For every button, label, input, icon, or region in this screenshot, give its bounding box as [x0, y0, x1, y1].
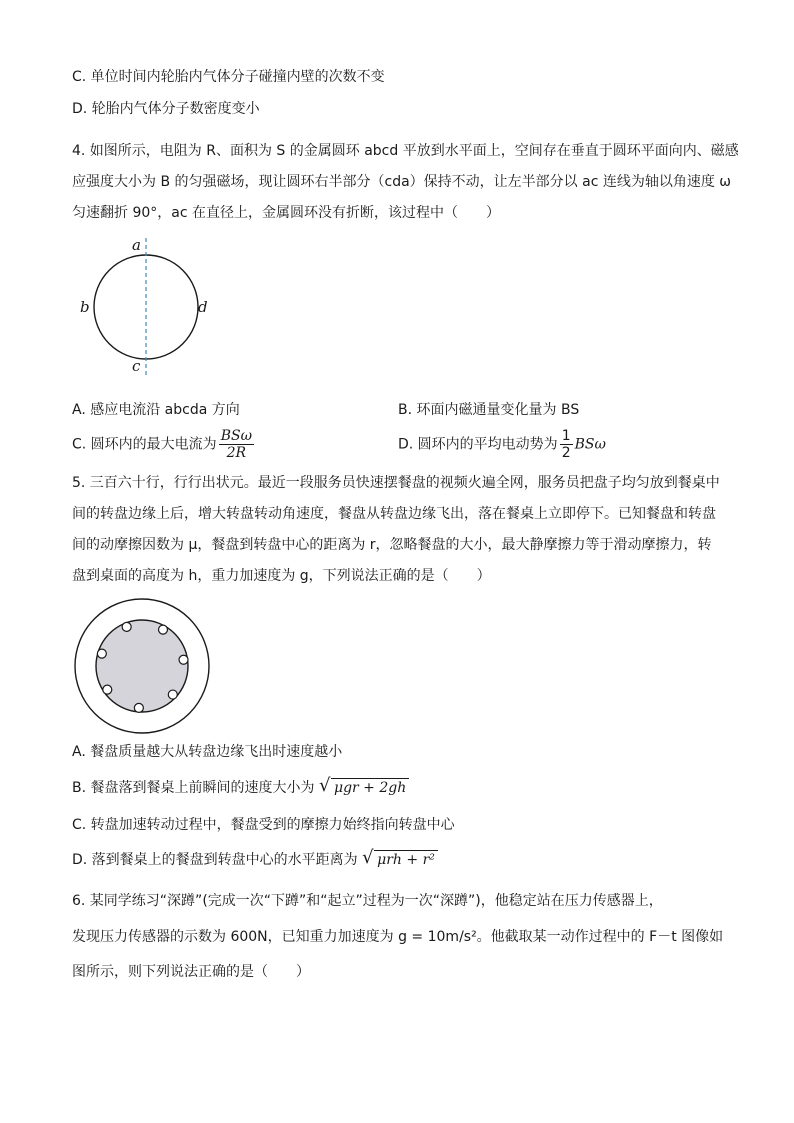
q5-option-b-sqrt: √ μgr + 2gh: [319, 778, 409, 798]
q4-ring-figure: [76, 232, 216, 382]
q5-option-b: [72, 775, 409, 798]
q4-option-d-fraction: [560, 428, 573, 461]
label-b: b: [80, 298, 90, 316]
q5-option-d-sqrt: √ μrh + r²: [362, 850, 438, 870]
q4-option-d-prefix: D. 圆环内的平均电动势为: [398, 436, 558, 453]
q5-turntable-figure: [72, 596, 212, 736]
q5-option-d-prefix: D. 落到餐桌上的餐盘到转盘中心的水平距离为: [72, 852, 358, 868]
q4-option-b: B. 环面内磁通量变化量为 BS: [398, 402, 580, 418]
q5-stem-line2: 间的转盘边缘上后，增大转盘转动角速度，餐盘从转盘边缘飞出，落在餐桌上立即停下。已知餐盘和转盘: [72, 506, 716, 522]
plate: [134, 703, 143, 712]
q4-option-c: [72, 428, 256, 461]
plate: [103, 685, 112, 694]
label-c: c: [132, 357, 141, 375]
q4-option-c-fraction: [219, 428, 254, 461]
q3-option-c: C. 单位时间内轮胎内气体分子碰撞内壁的次数不变: [72, 69, 385, 85]
q4-stem-line1: 4. 如图所示，电阻为 R、面积为 S 的金属圆环 abcd 平放到水平面上，空间存在垂直于圆环平面向内、磁感: [72, 143, 739, 159]
q4-option-c-prefix: C. 圆环内的最大电流为: [72, 436, 217, 453]
q6-stem-line3: 图所示，则下列说法正确的是（ ）: [72, 964, 310, 980]
q5-stem-line1: 5. 三百六十行，行行出状元。最近一段服务员快速摆餐盘的视频火遍全网，服务员把盘子均匀放到餐桌中: [72, 475, 720, 491]
plate: [168, 690, 177, 699]
q4-option-d: [398, 428, 606, 461]
fraction-numerator: BSω: [220, 428, 252, 444]
label-a: a: [132, 236, 141, 254]
q6-stem-line2: 发现压力传感器的示数为 600N，已知重力加速度为 g = 10m/s²。他截取某一动作过程中的 F－t 图像如: [72, 929, 724, 945]
q5-stem-line4: 盘到桌面的高度为 h，重力加速度为 g，下列说法正确的是（ ）: [72, 568, 491, 584]
q4-stem-line3: 匀速翻折 90°，ac 在直径上，金属圆环没有折断，该过程中（ ）: [72, 205, 500, 221]
plate: [179, 655, 188, 664]
q5-option-b-prefix: B. 餐盘落到餐桌上前瞬间的速度大小为: [72, 780, 315, 796]
q3-option-d: D. 轮胎内气体分子数密度变小: [72, 101, 260, 117]
q5-option-d: [72, 847, 438, 870]
q4-option-a: A. 感应电流沿 abcda 方向: [72, 402, 240, 418]
q6-stem-line1: 6. 某同学练习“深蹲”(完成一次“下蹲”和“起立”过程为一次“深蹲”)，他稳定站在压力传感器上，: [72, 893, 663, 909]
radicand: μrh + r²: [374, 850, 438, 869]
plate: [159, 625, 168, 634]
q4-option-d-suffix: BSω: [574, 436, 606, 453]
fraction-numerator: 1: [561, 428, 571, 444]
q5-option-c: C. 转盘加速转动过程中，餐盘受到的摩擦力始终指向转盘中心: [72, 817, 455, 833]
label-d: d: [198, 298, 208, 316]
q4-stem-line2: 应强度大小为 B 的匀强磁场，现让圆环右半部分（cda）保持不动，让左半部分以 ac 连线为轴以角速度 ω: [72, 174, 732, 190]
plate: [97, 649, 106, 658]
q5-stem-line3: 间的动摩擦因数为 μ，餐盘到转盘中心的距离为 r，忽略餐盘的大小，最大静摩擦力等于滑动摩擦力，转: [72, 537, 712, 553]
fraction-denominator: 2: [561, 445, 571, 461]
radicand: μgr + 2gh: [331, 778, 409, 797]
q5-option-a: A. 餐盘质量越大从转盘边缘飞出时速度越小: [72, 744, 343, 760]
fraction-denominator: 2R: [226, 445, 247, 461]
plate: [122, 622, 131, 631]
